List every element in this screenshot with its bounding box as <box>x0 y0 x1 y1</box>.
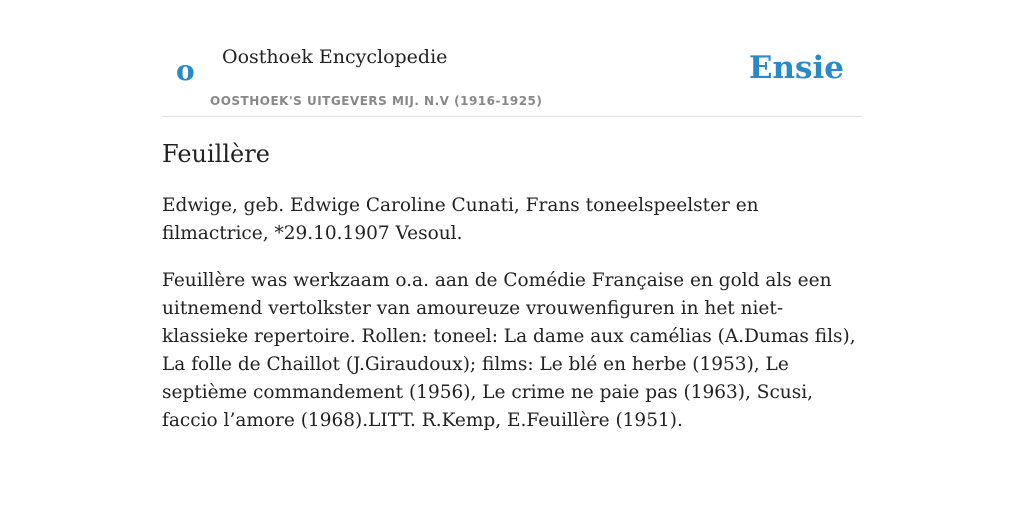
article-paragraph-intro: Edwige, geb. Edwige Caroline Cunati, Frans toneelspeelster en filmactrice, *29.10.1907 Vesoul. <box>162 195 759 244</box>
brand-logo[interactable]: Ensie <box>748 50 844 86</box>
site-title[interactable]: Oosthoek Encyclopedie <box>222 46 448 68</box>
article-title: Feuillère <box>162 140 270 168</box>
site-header <box>162 0 862 117</box>
publisher-label: OOSTHOEK'S UITGEVERS MIJ. N.V (1916-1925) <box>210 94 543 108</box>
page-container <box>162 0 862 431</box>
article-paragraph-body: Feuillère was werkzaam o.a. aan de Comédie Française en gold als een uitnemend vertolkster van amoureuze vrouwenfiguren in het niet-klassieke repertoire. Rollen: toneel: La dame aux camélias (A.Dumas fils), La folle de Chaillot (J.Giraudoux); films: Le blé en herbe (1953), Le septième commandement (1956), Le crime ne paie pas (1963), Scusi, faccio l’amore (1968).LITT. R.Kemp, E.Feuillère (1951). <box>162 270 856 431</box>
site-logo[interactable]: o <box>176 54 195 87</box>
